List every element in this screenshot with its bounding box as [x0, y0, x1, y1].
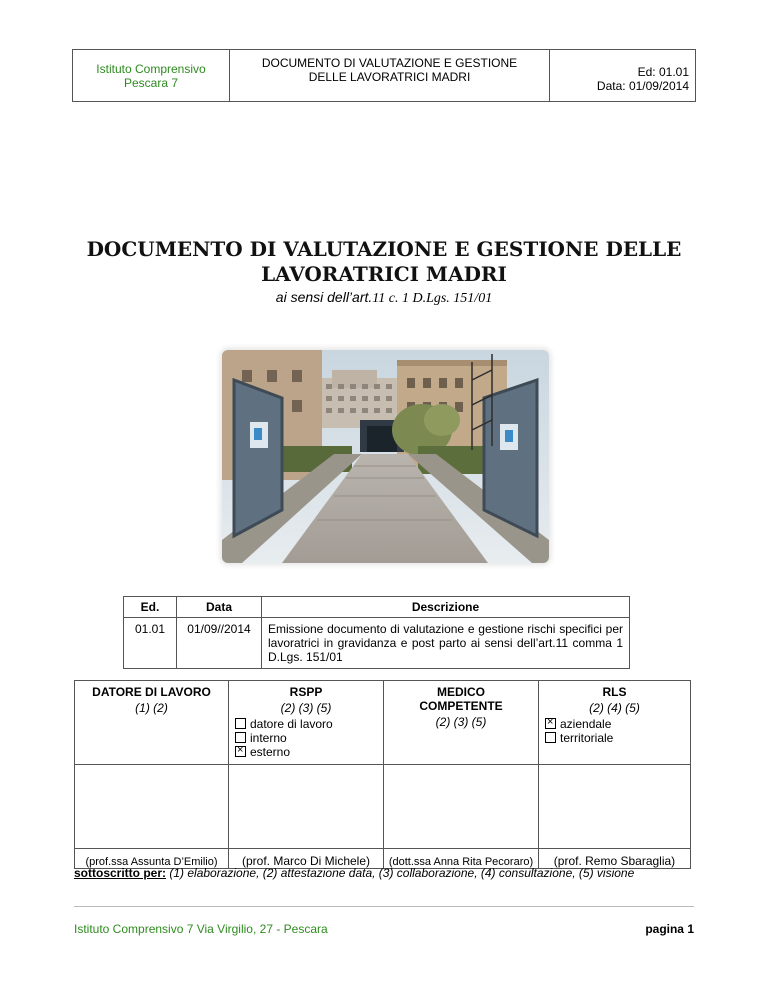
edition-date: Data: 01/09/2014	[596, 78, 689, 93]
signature-roles-row	[75, 681, 691, 765]
checkbox-unchecked-icon	[235, 718, 246, 729]
subscribed-lead: sottoscritto per:	[74, 866, 167, 880]
school-entrance-photo	[222, 350, 549, 563]
subscribed-for-note	[74, 866, 634, 880]
checkbox-checked-icon	[235, 746, 246, 757]
signature-space-datore	[75, 765, 229, 849]
revision-header-row	[124, 597, 630, 618]
role-title-medico-2: COMPETENTE	[419, 699, 503, 713]
signature-space-rspp	[229, 765, 384, 849]
role-title-datore: DATORE DI LAVORO	[92, 685, 211, 699]
signer-rspp: (prof. Marco Di Michele)	[229, 849, 384, 869]
document-header	[72, 49, 696, 102]
institute-line-1: Istituto Comprensivo	[96, 61, 206, 76]
role-datore	[75, 681, 229, 765]
rspp-option-interno	[235, 731, 383, 745]
revision-row	[124, 618, 630, 669]
checkbox-unchecked-icon	[235, 732, 246, 743]
role-title-medico-1: MEDICO	[437, 685, 485, 699]
rspp-options	[229, 717, 383, 759]
revision-date: 01/09//2014	[177, 618, 262, 669]
signature-table	[74, 680, 691, 869]
checkbox-checked-icon	[545, 718, 556, 729]
col-header-ed: Ed.	[124, 597, 177, 618]
rls-option-territoriale	[545, 731, 690, 745]
signature-space-medico	[384, 765, 539, 849]
revision-ed: 01.01	[124, 618, 177, 669]
footer-address: Istituto Comprensivo 7 Via Virgilio, 27 - Pescara	[74, 922, 328, 936]
doc-name-line-2: DELLE LAVORATRICI MADRI	[308, 70, 471, 84]
role-codes-rspp: (2) (3) (5)	[280, 701, 332, 715]
header-institute	[73, 50, 230, 101]
role-title-rls: RLS	[602, 685, 627, 699]
role-codes-rls: (2) (4) (5)	[589, 701, 640, 715]
subscribed-text: (1) elaborazione, (2) attestazione data, (3) collaborazione, (4) consultazione, (5) visione	[166, 866, 635, 880]
checkbox-unchecked-icon	[545, 732, 556, 743]
subtitle-part-b: 11 c. 1 D.Lgs. 151/01	[372, 291, 493, 306]
signature-space-row	[75, 765, 691, 849]
subtitle-part-a: ai sensi dell’art.	[275, 289, 373, 305]
role-rls	[539, 681, 691, 765]
signature-space-rls	[539, 765, 691, 849]
role-codes-medico: (2) (3) (5)	[435, 715, 487, 729]
rspp-option-esterno	[235, 745, 383, 759]
revision-table	[123, 596, 630, 669]
page-number: pagina 1	[645, 922, 694, 936]
signer-medico: (dott.ssa Anna Rita Pecoraro)	[384, 849, 539, 869]
role-rspp	[229, 681, 384, 765]
document-title-line-1: DOCUMENTO DI VALUTAZIONE E GESTIONE DELLE	[86, 237, 682, 261]
signer-rls: (prof. Remo Sbaraglia)	[539, 849, 691, 869]
rspp-option-esterno-label: esterno	[250, 745, 291, 759]
institute-line-2: Pescara 7	[123, 75, 179, 90]
document-subtitle	[0, 289, 768, 307]
rls-option-aziendale	[545, 717, 690, 731]
document-title-line-2: LAVORATRICI MADRI	[261, 262, 507, 286]
header-edition	[550, 50, 695, 101]
rls-option-territoriale-label: territoriale	[560, 731, 614, 745]
col-header-data: Data	[177, 597, 262, 618]
rspp-option-datore	[235, 717, 383, 731]
footer-divider	[74, 906, 694, 907]
header-document-name	[230, 50, 550, 101]
revision-description: Emissione documento di valutazione e gestione rischi specifici per lavoratrici in gravidanza e post parto ai sensi dell’art.11 comma 1 D.Lgs. 151/01	[262, 618, 630, 669]
edition-number: Ed: 01.01	[637, 64, 689, 79]
rls-option-aziendale-label: aziendale	[560, 717, 612, 731]
role-codes-datore: (1) (2)	[135, 701, 168, 715]
rspp-option-datore-label: datore di lavoro	[250, 717, 333, 731]
role-medico	[384, 681, 539, 765]
rspp-option-interno-label: interno	[250, 731, 287, 745]
rls-options	[539, 717, 690, 745]
col-header-descrizione: Descrizione	[262, 597, 630, 618]
role-title-rspp: RSPP	[289, 685, 323, 699]
doc-name-line-1: DOCUMENTO DI VALUTAZIONE E GESTIONE	[261, 56, 518, 70]
signer-datore: (prof.ssa Assunta D’Emilio)	[75, 849, 229, 869]
